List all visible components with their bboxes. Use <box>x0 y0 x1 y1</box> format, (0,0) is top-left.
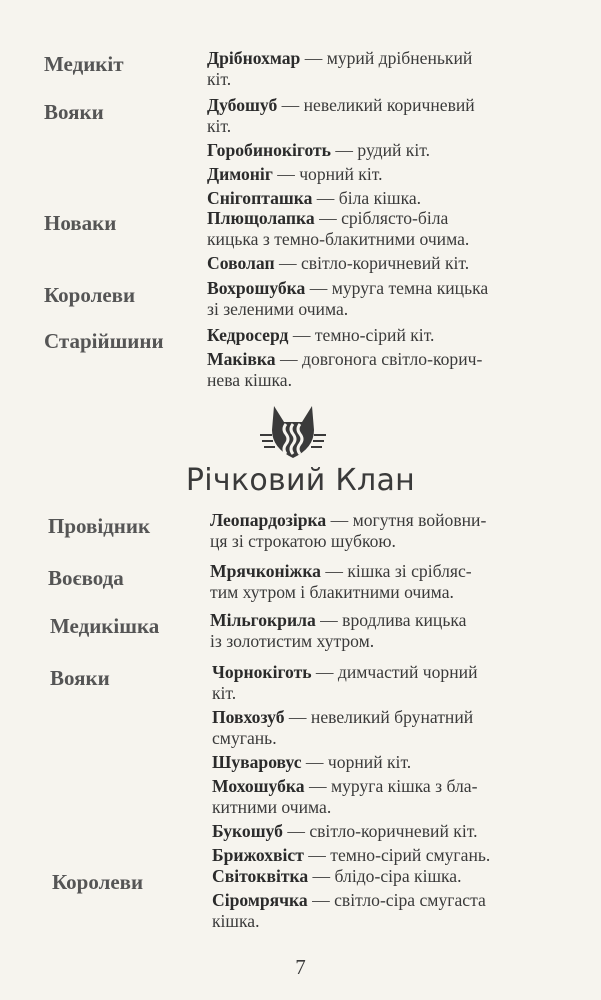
cat-description: — рудий кіт. <box>330 140 431 160</box>
entries-elders <box>207 325 547 394</box>
entries-deputy <box>210 561 550 606</box>
entry <box>212 752 552 773</box>
cat-description: — невеликий брунатний <box>284 707 474 727</box>
role-label-medicine-cat: Медикіт <box>44 52 124 76</box>
cat-name: Леопардозірка <box>210 510 327 530</box>
cat-head-waves-icon <box>260 402 326 464</box>
entries-apprentices <box>207 208 547 277</box>
cat-description: — темно-сірий кіт. <box>288 325 435 345</box>
entry <box>207 48 547 90</box>
entry <box>212 845 552 866</box>
cat-description: — світло-коричневий кіт. <box>282 821 478 841</box>
entries-leader <box>210 510 550 555</box>
entry <box>212 662 552 704</box>
role-label-leader: Провідник <box>48 514 151 538</box>
role-label-warriors: Вояки <box>50 666 110 690</box>
cat-description-cont: зі зеленими очима. <box>207 299 349 319</box>
cat-description: — темно-сірий смугань. <box>303 845 491 865</box>
cat-description-cont: ця зі строкатою шубкою. <box>210 531 396 551</box>
entries-medicine-cat <box>210 610 550 655</box>
cat-description-cont: кіт. <box>207 69 232 89</box>
role-label-elders: Старійшини <box>44 329 164 353</box>
cat-description: — чорний кіт. <box>272 164 383 184</box>
cat-description: — біла кішка. <box>312 188 422 208</box>
cat-description-cont: кіт. <box>207 116 232 136</box>
entry <box>212 707 552 749</box>
cat-name: Плющолапка <box>207 208 315 228</box>
cat-description: — кішка зі срібляс- <box>320 561 472 581</box>
cat-description: — димчастий чорний <box>311 662 478 682</box>
cat-name: Дубошуб <box>207 95 278 115</box>
cat-description: — чорний кіт. <box>301 752 412 772</box>
cat-name: Горобинокіготь <box>207 140 331 160</box>
role-label-warriors: Вояки <box>44 100 104 124</box>
entry <box>207 325 547 346</box>
cat-description-cont: кицька з темно-блакитними очима. <box>207 229 470 249</box>
entries-queens <box>212 866 552 935</box>
cat-name: Букошуб <box>212 821 283 841</box>
entry <box>207 188 547 209</box>
entry <box>212 776 552 818</box>
cat-name: Соволап <box>207 253 275 273</box>
cat-name: Маківка <box>207 349 276 369</box>
cat-name: Сіромрячка <box>212 890 308 910</box>
cat-name: Світоквітка <box>212 866 309 886</box>
cat-description: — світло-сіра смугаста <box>307 890 486 910</box>
cat-description: — мурий дрібненький <box>300 48 473 68</box>
entries-medicine-cat <box>207 48 547 93</box>
role-label-apprentices: Новаки <box>44 211 117 235</box>
cat-description: — невеликий коричневий <box>277 95 475 115</box>
role-label-medicine-cat: Медикішка <box>50 614 160 638</box>
cat-name: Чорнокіготь <box>212 662 312 682</box>
cat-name: Вохрошубка <box>207 278 306 298</box>
role-label-deputy: Воєвода <box>48 566 124 590</box>
cat-name: Димоніг <box>207 164 273 184</box>
cat-name: Шуваровус <box>212 752 302 772</box>
entry <box>207 164 547 185</box>
cat-name: Кедросерд <box>207 325 289 345</box>
cat-description: — світло-коричневий кіт. <box>274 253 470 273</box>
page-number: 7 <box>295 955 306 979</box>
entry <box>210 510 550 552</box>
cat-description-cont: китними очима. <box>212 797 332 817</box>
cat-description-cont: із золотистим хутром. <box>210 631 375 651</box>
cat-name: Повхозуб <box>212 707 285 727</box>
role-label-queens: Королеви <box>52 870 144 894</box>
cat-description-cont: тим хутром і блакитними очима. <box>210 582 454 602</box>
entry <box>207 278 547 320</box>
cat-description: — муруга темна кицька <box>305 278 489 298</box>
cat-description: — блідо-сіра кішка. <box>308 866 462 886</box>
cat-description: — могутня войовни- <box>326 510 487 530</box>
entry <box>207 208 547 250</box>
role-label-queens: Королеви <box>44 283 136 307</box>
clan-title: Річковий Клан <box>185 463 416 498</box>
entry <box>210 610 550 652</box>
cat-description-cont: нева кішка. <box>207 370 292 390</box>
entry <box>207 140 547 161</box>
cat-description: — муруга кішка з бла- <box>304 776 478 796</box>
cat-name: Дрібнохмар <box>207 48 301 68</box>
cat-description-cont: смугань. <box>212 728 277 748</box>
entry <box>212 890 552 932</box>
entry <box>210 561 550 603</box>
entry <box>207 349 547 391</box>
entry <box>212 866 552 887</box>
entries-queens <box>207 278 547 323</box>
cat-name: Мрячконіжка <box>210 561 321 581</box>
entry <box>207 95 547 137</box>
cat-description-cont: кішка. <box>212 911 260 931</box>
entry <box>207 253 547 274</box>
cat-description: — довгонога світло-корич- <box>275 349 483 369</box>
cat-name: Брижохвіст <box>212 845 304 865</box>
cat-description: — вродлива кицька <box>315 610 467 630</box>
entries-warriors <box>212 662 552 869</box>
entries-warriors <box>207 95 547 212</box>
cat-name: Мохошубка <box>212 776 305 796</box>
cat-name: Мільгокрила <box>210 610 316 630</box>
cat-description: — сріблясто-біла <box>314 208 449 228</box>
cat-description-cont: кіт. <box>212 683 237 703</box>
entry <box>212 821 552 842</box>
cat-name: Снігопташка <box>207 188 313 208</box>
